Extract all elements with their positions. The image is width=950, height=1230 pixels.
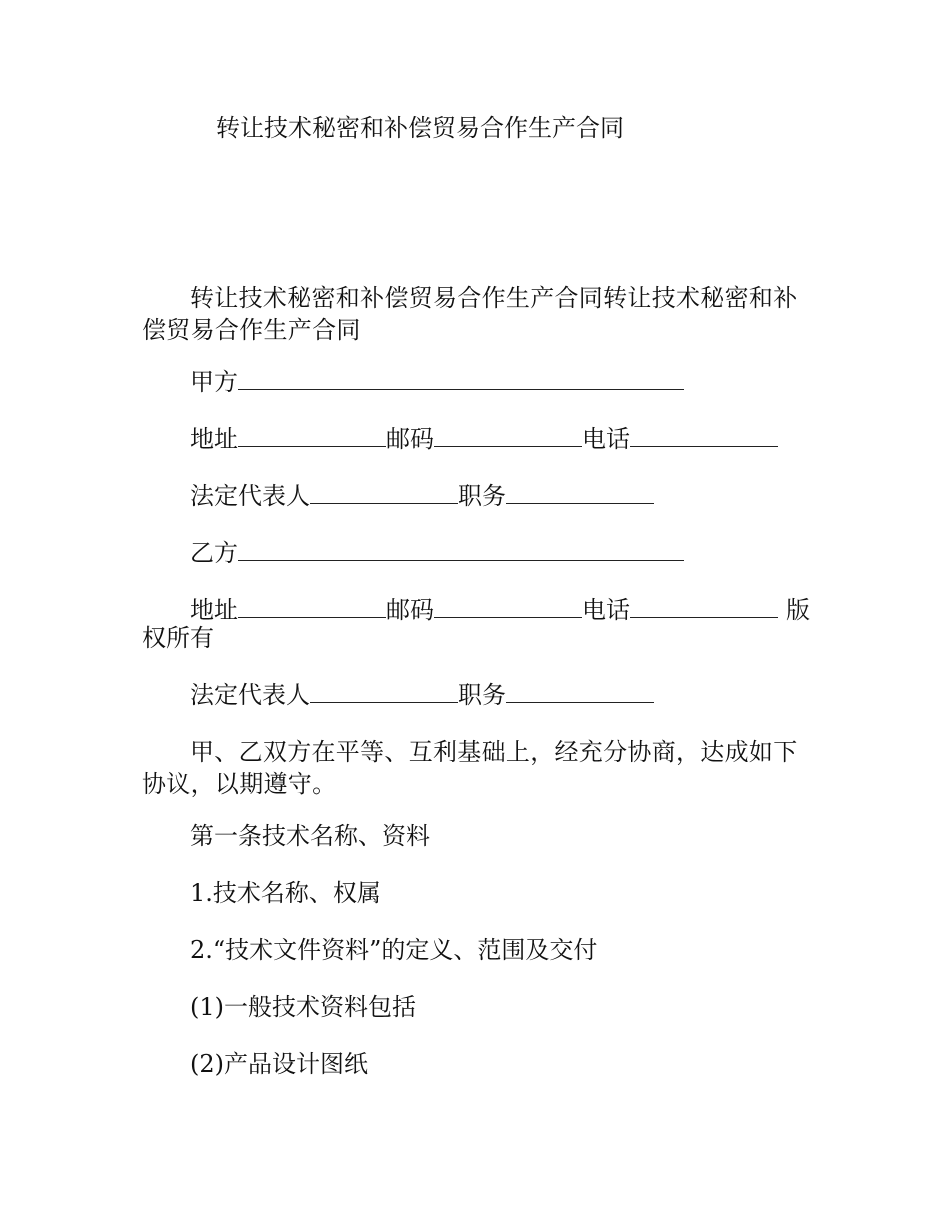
party-a-phone-blank [630,426,778,447]
party-b-rep-blank [310,682,458,703]
party-a-position-blank [506,483,654,504]
party-a-contact-line [190,423,778,455]
party-a-postcode-blank [434,426,582,447]
party-b-line [190,537,684,569]
copyright-text-line1: 版 [786,596,810,624]
party-b-address-label: 地址 [190,596,238,624]
party-a-address-blank [238,426,386,447]
party-b-label: 乙方 [190,539,238,567]
agreement-paragraph: 甲、乙双方在平等、互利基础上，经充分协商，达成如下协议，以期遵守。 [142,738,798,798]
party-b-postcode-label: 邮码 [386,596,434,624]
party-b-postcode-blank [434,597,582,618]
copyright-text-line2: 权所有 [142,624,214,652]
party-b-position-label: 职务 [458,681,506,709]
intro-paragraph: 转让技术秘密和补偿贸易合作生产合同转让技术秘密和补偿贸易合作生产合同 [142,284,798,344]
party-b-address-blank [238,597,386,618]
sub-item-2: (2)产品设计图纸 [190,1050,368,1078]
party-a-rep-blank [310,483,458,504]
party-b-name-blank [238,540,684,561]
party-a-address-label: 地址 [190,425,238,453]
party-b-rep-line [190,679,654,711]
party-a-line [190,366,684,398]
party-a-rep-label: 法定代表人 [190,482,310,510]
item-2: 2.“技术文件资料”的定义、范围及交付 [190,936,598,964]
party-b-contact-line [190,594,778,626]
party-b-phone-blank [630,597,778,618]
party-b-phone-label: 电话 [582,596,630,624]
party-a-position-label: 职务 [458,482,506,510]
item-1: 1.技术名称、权属 [190,879,381,907]
party-a-rep-line [190,480,654,512]
party-a-label: 甲方 [190,368,238,396]
party-b-rep-label: 法定代表人 [190,681,310,709]
document-title: 转让技术秘密和补偿贸易合作生产合同 [216,114,624,142]
party-a-name-blank [238,369,684,390]
sub-item-1: (1)一般技术资料包括 [190,993,416,1021]
party-b-position-blank [506,682,654,703]
party-a-phone-label: 电话 [582,425,630,453]
party-a-postcode-label: 邮码 [386,425,434,453]
article1-heading: 第一条技术名称、资料 [190,822,430,850]
